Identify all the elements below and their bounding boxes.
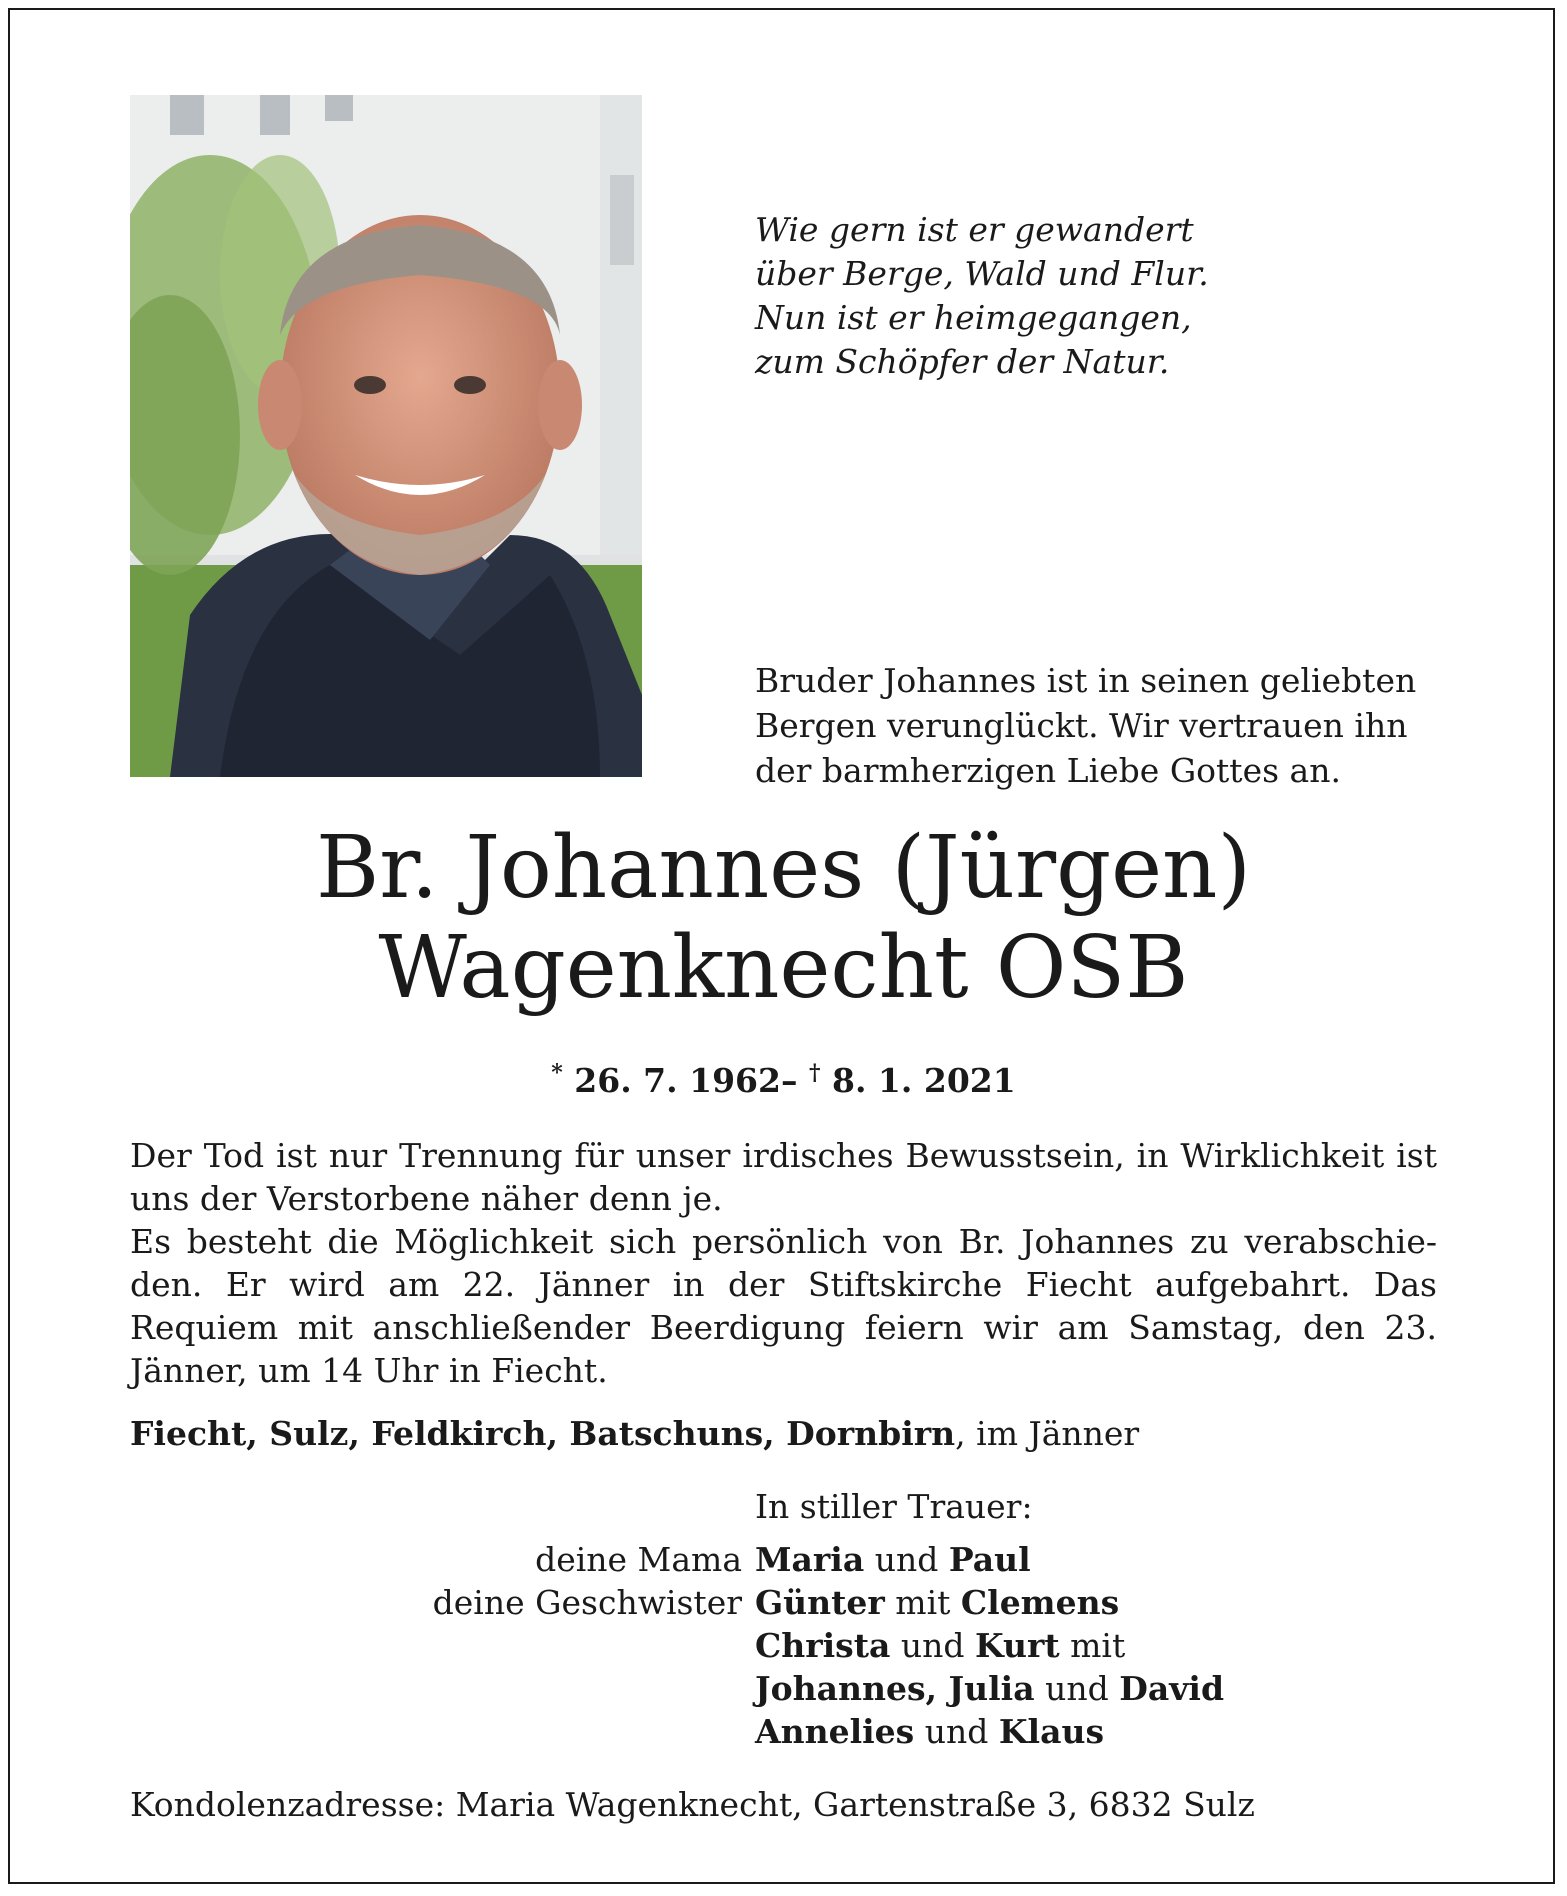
mourner-join: und	[914, 1712, 999, 1751]
places-suffix: , im Jänner	[955, 1414, 1140, 1453]
poem-line: zum Schöpfer der Natur.	[755, 342, 1170, 381]
body-paragraph-1: Der Tod ist nur Trennung für unser irdisches Bewusstsein, in Wirklichkeit ist uns der Verstorbene näher denn je.	[130, 1136, 1437, 1218]
body-text	[130, 1134, 1437, 1392]
life-dates	[0, 1060, 1567, 1100]
mourner-name: Annelies	[755, 1712, 915, 1751]
poem-line: Nun ist er heimgegangen,	[755, 298, 1192, 337]
mourner-name: Christa	[755, 1626, 891, 1665]
mourner-names	[755, 1626, 1125, 1665]
birth-date: 26. 7. 1962	[574, 1061, 781, 1100]
mourner-row	[0, 1626, 1567, 1669]
mourner-join: und	[890, 1626, 976, 1665]
mourner-names	[755, 1540, 1031, 1579]
mourner-name: Johannes, Julia	[755, 1669, 1035, 1708]
mourners-heading: In stiller Trauer:	[755, 1487, 1033, 1526]
condolence-address: Kondolenzadresse: Maria Wagenknecht, Gartenstraße 3, 6832 Sulz	[130, 1785, 1255, 1824]
mourner-name: Maria	[755, 1540, 865, 1579]
mourner-names	[755, 1712, 1104, 1751]
birth-symbol: *	[551, 1060, 563, 1086]
mourner-name: Paul	[948, 1540, 1031, 1579]
mourner-name: Clemens	[960, 1583, 1120, 1622]
mourner-name: Kurt	[975, 1626, 1060, 1665]
death-date: 8. 1. 2021	[831, 1061, 1016, 1100]
poem-line: über Berge, Wald und Flur.	[755, 254, 1209, 293]
mourner-role: deine Geschwister	[432, 1583, 742, 1622]
intro-line: der barmherzigen Liebe Gottes an.	[755, 751, 1341, 790]
mourner-names	[755, 1669, 1224, 1708]
mourner-row	[0, 1669, 1567, 1712]
date-separator: –	[780, 1061, 798, 1100]
body-paragraph-2: Es besteht die Möglichkeit sich persönlich von Br. Johannes zu verabschie-den. Er wird am 22. Jänner in der Stiftskirche Fiecht aufgebahrt. Das Requiem mit anschließender Beerdigung feiern wir am Samstag, den 23. Jänner, um 14 Uhr in Fiecht.	[130, 1222, 1437, 1390]
mourner-join: mit	[1059, 1626, 1126, 1665]
intro-line: Bergen verunglückt. Wir vertrauen ihn	[755, 706, 1408, 745]
mourner-role: deine Mama	[535, 1540, 742, 1579]
mourner-join: mit	[884, 1583, 961, 1622]
mourner-join: und	[1034, 1669, 1120, 1708]
name-line-2: Wagenknecht OSB	[378, 918, 1189, 1018]
poem-line: Wie gern ist er gewandert	[755, 210, 1194, 249]
death-symbol: †	[808, 1060, 821, 1086]
mourner-name: Klaus	[998, 1712, 1105, 1751]
mourner-name: Günter	[755, 1583, 885, 1622]
mourner-join: und	[864, 1540, 949, 1579]
deceased-name	[0, 818, 1567, 1018]
mourner-row	[0, 1540, 1567, 1583]
poem	[755, 208, 1209, 384]
mourner-names	[755, 1583, 1119, 1622]
intro-line: Bruder Johannes ist in seinen geliebten	[755, 661, 1417, 700]
mourner-row	[0, 1583, 1567, 1626]
places-line	[130, 1414, 1139, 1453]
mourner-name: David	[1119, 1669, 1225, 1708]
places-names: Fiecht, Sulz, Feldkirch, Batschuns, Dornbirn	[130, 1414, 956, 1453]
mourner-row	[0, 1712, 1567, 1755]
intro-text	[755, 658, 1455, 793]
name-line-1: Br. Johannes (Jürgen)	[316, 818, 1251, 918]
portrait-photo	[130, 95, 642, 777]
